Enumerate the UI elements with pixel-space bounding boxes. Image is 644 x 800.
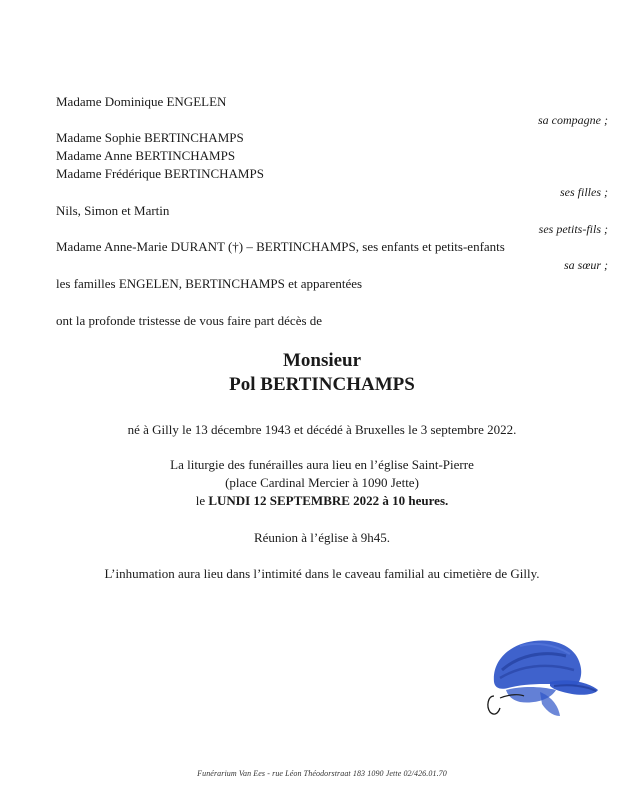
liturgy-line: La liturgie des funérailles aura lieu en l’église Saint-Pierre: [170, 457, 474, 472]
grandchildren-names: Nils, Simon et Martin: [56, 203, 170, 218]
companion-relation: sa compagne ;: [538, 113, 608, 127]
daughters-relation: ses filles ;: [560, 185, 608, 199]
daughter-name: Madame Anne BERTINCHAMPS: [56, 148, 236, 163]
sister-relation: sa sœur ;: [563, 258, 608, 272]
birth-death-dates: né à Gilly le 13 décembre 1943 et décédé à Bruxelles le 3 septembre 2022.: [127, 422, 517, 437]
deceased-name: Pol BERTINCHAMPS: [229, 374, 415, 395]
daughter-name: Madame Frédérique BERTINCHAMPS: [56, 166, 264, 181]
sister-name: Madame Anne-Marie DURANT (†) – BERTINCHAMPS, ses enfants et petits-enfants: [56, 239, 505, 254]
grandchildren-relation: ses petits-fils ;: [538, 222, 608, 236]
funeral-home-footer: Funérarium Van Ees - rue Léon Théodorstraat 183 1090 Jette 02/426.01.70: [197, 769, 447, 778]
ceremony-date-bold: LUNDI 12 SEPTEMBRE 2022 à 10 heures.: [208, 493, 449, 508]
announcement-line: ont la profonde tristesse de vous faire part décès de: [56, 313, 323, 328]
companion-name: Madame Dominique ENGELEN: [56, 94, 227, 109]
families-line: les familles ENGELEN, BERTINCHAMPS et apparentées: [56, 276, 363, 291]
ceremony-date: [0, 493, 644, 509]
cap-with-glasses-drawing: [480, 630, 605, 730]
deceased-title: Monsieur: [282, 350, 362, 371]
meeting-time: Réunion à l’église à 9h45.: [253, 530, 391, 545]
ceremony-date-prefix: le: [195, 493, 209, 508]
burial-info: L’inhumation aura lieu dans l’intimité dans le caveau familial au cimetière de Gilly.: [104, 566, 540, 581]
church-address: (place Cardinal Mercier à 1090 Jette): [225, 475, 419, 490]
daughter-name: Madame Sophie BERTINCHAMPS: [56, 130, 244, 145]
